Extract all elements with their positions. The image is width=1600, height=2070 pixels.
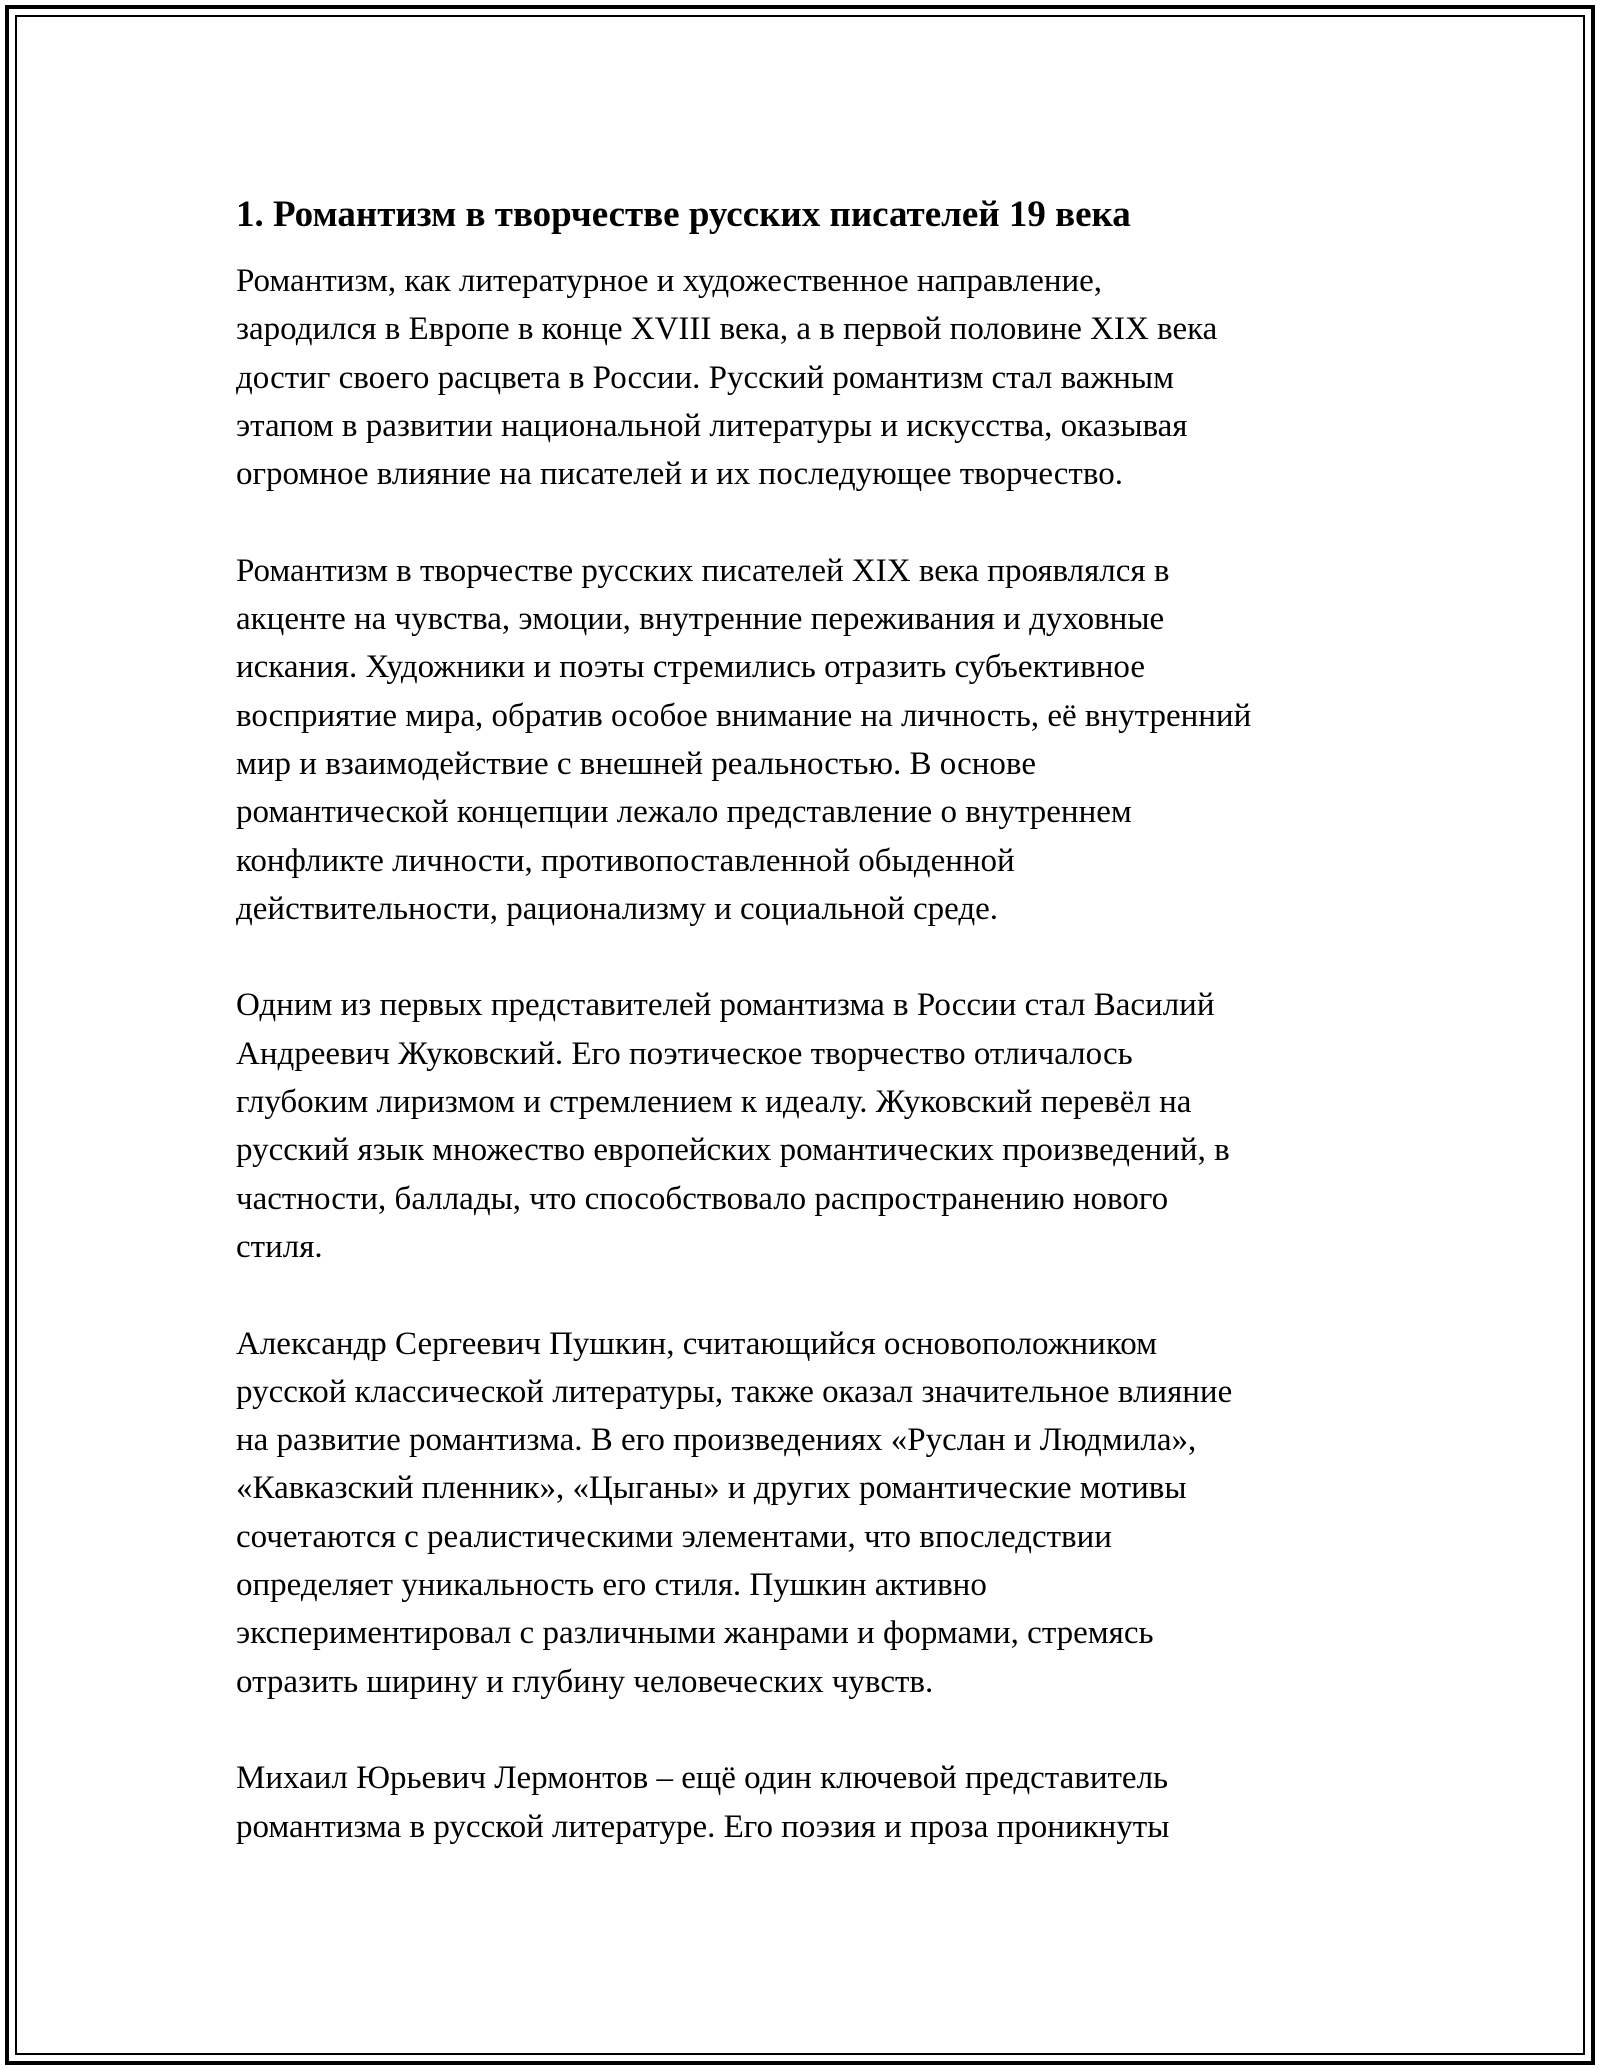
paragraph-zhukovsky: Одним из первых представителей романтизма в России стал Василий Андреевич Жуковский. Его поэтическое творчество отличалось глубоким лиризмом и стремлением к идеалу. Жуковский перевёл на русский язык множество европейских романтических произведений, в частности, баллады, что способствовало распространению нового стиля. xyxy=(236,987,1230,1265)
document-body xyxy=(236,187,1386,1851)
paragraph-romanticism-features: Романтизм в творчестве русских писателей XIX века проявлялся в акценте на чувства, эмоции, внутренние переживания и духовные искания. Художники и поэты стремились отразить субъективное восприятие мира, обратив особое внимание на личность, её внутренний мир и взаимодействие с внешней реальностью. В основе романтической концепции лежало представление о внутреннем конфликте личности, противопоставленной обыденной действительности, рационализму и социальной среде. xyxy=(236,552,1252,927)
paragraph-intro: Романтизм, как литературное и художественное направление, зародился в Европе в конце XVIII века, а в первой половине XIX века достиг своего расцвета в России. Русский романтизм стал важным этапом в развитии национальной литературы и искусства, оказывая огромное влияние на писателей и их последующее творчество. xyxy=(236,263,1218,493)
section-heading: 1. Романтизм в творчестве русских писателей 19 века xyxy=(236,194,1131,235)
paragraph-pushkin: Александр Сергеевич Пушкин, считающийся основоположником русской классической литературы, также оказал значительное влияние на развитие романтизма. В его произведениях «Руслан и Людмила», «Кавказский пленник», «Цыганы» и других романтические мотивы сочетаются с реалистическими элементами, что впоследствии определяет уникальность его стиля. Пушкин активно экспериментировал с различными жанрами и формами, стремясь отразить ширину и глубину человеческих чувств. xyxy=(236,1325,1233,1700)
paragraph-lermontov: Михаил Юрьевич Лермонтов – ещё один ключевой представитель романтизма в русской литературе. Его поэзия и проза проникнуты xyxy=(236,1760,1170,1845)
